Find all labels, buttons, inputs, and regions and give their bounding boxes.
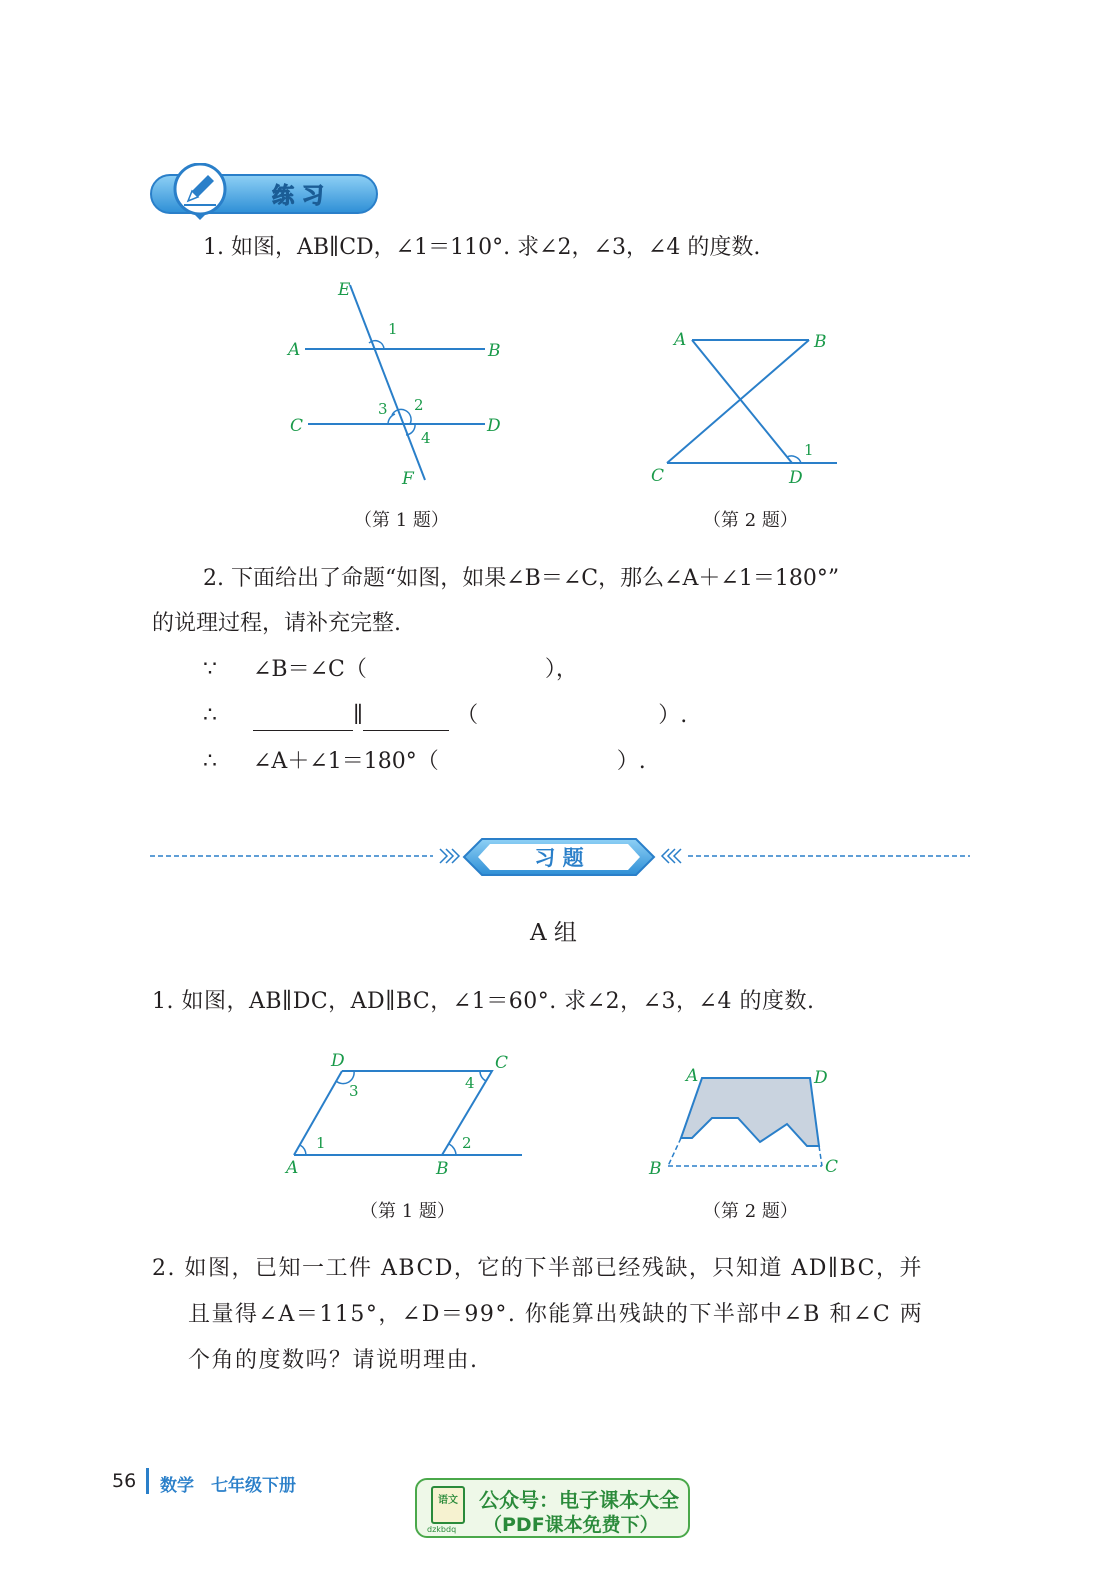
angle-label-1: 1 (388, 320, 398, 338)
exercise-figure-1 (280, 1048, 530, 1178)
group-heading: A 组 (530, 920, 577, 946)
label-B: B (814, 332, 827, 352)
angle-1-arc (300, 1145, 306, 1155)
proof-line-1-text: ∠B＝∠C（ (253, 657, 367, 682)
angle-3-arc (388, 414, 395, 424)
label-C: C (290, 416, 304, 436)
angle-label-1: 1 (316, 1134, 326, 1152)
angle-label-3: 3 (378, 400, 388, 418)
page-number: 56 (112, 1470, 137, 1492)
exercise-figure-1-caption: （第 1 题） (360, 1201, 455, 1222)
label-F: F (402, 469, 414, 489)
practice-banner (148, 163, 383, 223)
workpiece-shape (681, 1078, 819, 1146)
proof-line-2-blank-1[interactable] (253, 706, 353, 731)
proof-line-3-text: ∠A＋∠1＝180°（ (253, 749, 439, 774)
angle-label-2: 2 (462, 1134, 472, 1152)
label-A: A (286, 1158, 299, 1178)
proof-line-3: ∴ ∠A＋∠1＝180°（ ）. (203, 749, 646, 774)
angle-label-3: 3 (349, 1082, 359, 1100)
exercise-question-2-line-2: 且量得∠A＝115°，∠D＝99°. 你能算出残缺的下半部中∠B 和∠C 两 (188, 1302, 924, 1327)
practice-figure-2 (640, 320, 850, 495)
label-B: B (488, 341, 501, 361)
book-icon (431, 1486, 465, 1524)
exercises-banner-label: 习 题 (534, 846, 584, 870)
segment-AD (692, 340, 792, 463)
practice-question-2-line-1: 2. 下面给出了命题“如图，如果∠B＝∠C，那么∠A＋∠1＝180°” (203, 566, 840, 591)
exercise-question-2-line-3: 个角的度数吗？请说明理由. (188, 1348, 479, 1373)
label-A: A (288, 340, 301, 360)
chevron-left-icon (662, 849, 681, 863)
angle-label-2: 2 (414, 396, 424, 414)
exercise-question-2-line-1: 2. 如图，已知一工件 ABCD，它的下半部已经残缺，只知道 AD∥BC，并 (152, 1256, 924, 1281)
therefore-symbol-2: ∴ (203, 749, 217, 774)
label-D: D (814, 1068, 828, 1088)
angle-1-arc (369, 341, 384, 349)
label-C: C (825, 1157, 839, 1177)
angle-label-1: 1 (804, 441, 814, 459)
book-icon-label: 语文 (438, 1495, 458, 1506)
exercise-figure-2-caption: （第 2 题） (703, 1201, 798, 1222)
watermark-line-1: 公众号：电子课本大全 (479, 1488, 679, 1512)
therefore-symbol-1: ∴ (203, 703, 217, 728)
watermark-small-text: dzkbdq (427, 1525, 457, 1534)
label-C: C (495, 1053, 509, 1073)
watermark-badge (415, 1478, 690, 1538)
watermark-line-2: （PDF课本免费下） (483, 1514, 659, 1536)
practice-figure-2-caption: （第 2 题） (703, 510, 798, 531)
exercise-figure-2 (640, 1060, 850, 1185)
exercise-question-1: 1. 如图，AB∥DC，AD∥BC，∠1＝60°. 求∠2，∠3，∠4 的度数. (152, 989, 815, 1014)
practice-question-2-line-2: 的说理过程，请补充完整. (152, 611, 401, 636)
label-A: A (674, 330, 687, 350)
proof-line-2: ∴ ∥ （ ）. (203, 701, 687, 731)
label-D: D (487, 416, 501, 436)
practice-banner-label: 练 习 (272, 184, 324, 209)
proof-line-2-blank-2[interactable] (363, 706, 449, 731)
angle-label-4: 4 (465, 1074, 475, 1092)
label-A: A (686, 1066, 699, 1086)
label-B: B (649, 1159, 662, 1179)
label-E: E (338, 280, 351, 300)
chevron-right-icon (440, 849, 459, 863)
because-symbol: ∵ (203, 657, 217, 682)
label-D: D (789, 468, 803, 488)
footer-subject: 数学 七年级下册 (160, 1476, 296, 1496)
segment-BC (667, 340, 809, 463)
practice-figure-1-caption: （第 1 题） (354, 510, 449, 531)
angle-4-arc (480, 1071, 486, 1081)
proof-line-1: ∵ ∠B＝∠C（ ）， (203, 657, 578, 682)
label-B: B (436, 1159, 449, 1178)
practice-question-1: 1. 如图，AB∥CD，∠1＝110°. 求∠2，∠3，∠4 的度数. (203, 235, 761, 260)
practice-figure-1 (280, 275, 520, 495)
angle-2-arc (449, 1144, 456, 1155)
footer-divider (146, 1468, 149, 1494)
label-C: C (651, 466, 665, 486)
transversal-EF (350, 285, 425, 480)
exercises-divider (148, 836, 973, 880)
angle-label-4: 4 (421, 429, 431, 447)
label-D: D (331, 1051, 345, 1071)
parallel-symbol: ∥ (353, 703, 364, 728)
